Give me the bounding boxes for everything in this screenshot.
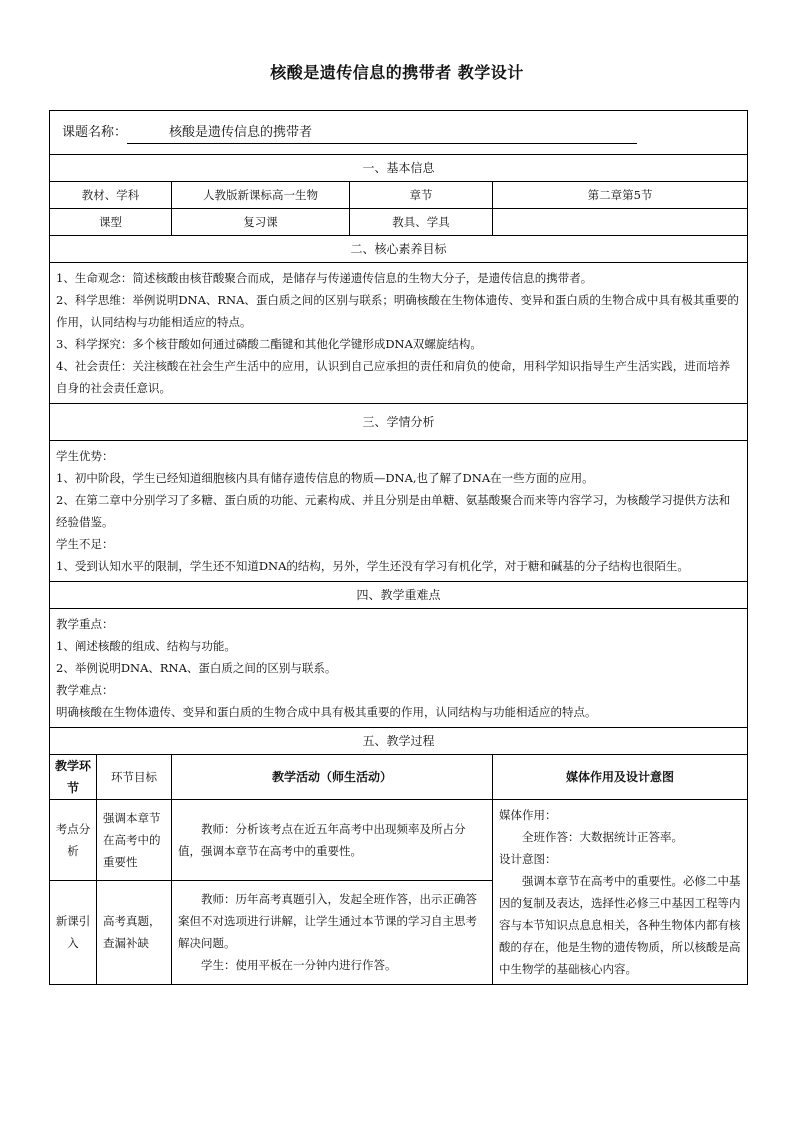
analysis-heading: 三、学情分析 [50,404,748,441]
col-media-design: 媒体作用及设计意图 [493,755,748,800]
chapter-value: 第二章第5节 [493,182,748,209]
activity-paragraph: 教师：分析该考点在近五年高考中出现频率及所占分值，强调本章节在高考中的重要性。 [178,821,466,858]
course-name-value: 核酸是遗传信息的携带者 [127,123,637,144]
difficulty-item: 明确核酸在生物体遗传、变异和蛋白质的生物合成中具有极其重要的作用，认同结构与功能相适应的特点。 [56,705,597,719]
goal-item: 4、社会责任：关注核酸在社会生产生活中的应用，认识到自己应承担的责任和肩负的使命，用科学知识指导生产生活实践，进而培养自身的社会责任意识。 [56,359,731,395]
goal-item: 1、生命观念：简述核酸由核苷酸聚合而成，是储存与传递遗传信息的生物大分子，是遗传信息的携带者。 [56,271,593,285]
basic-info-heading: 一、基本信息 [50,155,748,182]
design-intent-text: 强调本章节在高考中的重要性。必修二中基因的复制及表达，选择性必修三中基因工程等内容与本节知识点息息相关，各种生物体内都有核酸的存在，他是生物的遗传物质，所以核酸是高中生物学的基础核心内容。 [499,874,741,976]
textbook-value: 人教版新课标高一生物 [172,182,350,209]
design-intent-label: 设计意图： [499,852,557,866]
teaching-tools-label: 教具、学具 [350,209,493,236]
process-heading: 五、教学过程 [50,728,748,755]
textbook-label: 教材、学科 [50,182,172,209]
activity-paragraph: 教师：历年高考真题引入，发起全班作答，出示正确答案但不对选项进行讲解，让学生通过本节课的学习自主思考解决问题。 [178,892,477,951]
goal-item: 2、科学思维：举例说明DNA、RNA、蛋白质之间的区别与联系；明确核酸在生物体遗传、变异和蛋白质的生物合成中具有极其重要的作用，认同结构与功能相适应的特点。 [56,293,739,329]
advantage-label: 学生优势： [56,449,114,463]
activity-cell [172,800,493,881]
media-cell [493,800,748,985]
goal-item: 3、科学探究：多个核苷酸如何通过磷酸二酯键和其他化学键形成DNA双螺旋结构。 [56,337,482,351]
stage-cell: 考点分析 [50,800,97,881]
activity-cell [172,880,493,984]
goals-heading: 二、核心素养目标 [50,236,748,263]
analysis-block [50,441,748,582]
key-points-heading: 四、教学重难点 [50,582,748,609]
stage-goal-cell: 强调本章节在高考中的重要性 [97,800,172,881]
stage-cell: 新课引入 [50,880,97,984]
chapter-label: 章节 [350,182,493,209]
lesson-type-value: 复习课 [172,209,350,236]
col-stage-goal: 环节目标 [97,755,172,800]
col-teaching-stage: 教学环节 [50,755,97,800]
weakness-label: 学生不足： [56,537,114,551]
lesson-type-label: 课型 [50,209,172,236]
media-role-text: 全班作答：大数据统计正答率。 [522,830,683,844]
media-role-label: 媒体作用： [499,808,557,822]
col-teaching-activity: 教学活动（师生活动） [172,755,493,800]
difficulty-label: 教学难点： [56,683,114,697]
teaching-tools-value [493,209,748,236]
document-title: 核酸是遗传信息的携带者 教学设计 [270,63,524,82]
goals-block [50,263,748,404]
lesson-plan-table [49,110,748,985]
weakness-item: 1、受到认知水平的限制，学生还不知道DNA的结构，另外，学生还没有学习有机化学，对于糖和碱基的分子结构也很陌生。 [56,559,689,573]
focus-label: 教学重点： [56,617,114,631]
advantage-item: 1、初中阶段，学生已经知道细胞核内具有储存遗传信息的物质—DNA,也了解了DNA在一些方面的应用。 [56,471,594,485]
key-points-block [50,609,748,728]
stage-goal-cell: 高考真题，查漏补缺 [97,880,172,984]
focus-item: 1、阐述核酸的组成、结构与功能。 [56,639,236,653]
advantage-item: 2、在第二章中分别学习了多糖、蛋白质的功能、元素构成、并且分别是由单糖、氨基酸聚合而来等内容学习，为核酸学习提供方法和经验借鉴。 [56,493,731,529]
focus-item: 2、举例说明DNA、RNA、蛋白质之间的区别与联系。 [56,661,337,675]
activity-paragraph: 学生：使用平板在一分钟内进行作答。 [201,958,397,973]
course-name-label: 课题名称： [62,125,128,140]
